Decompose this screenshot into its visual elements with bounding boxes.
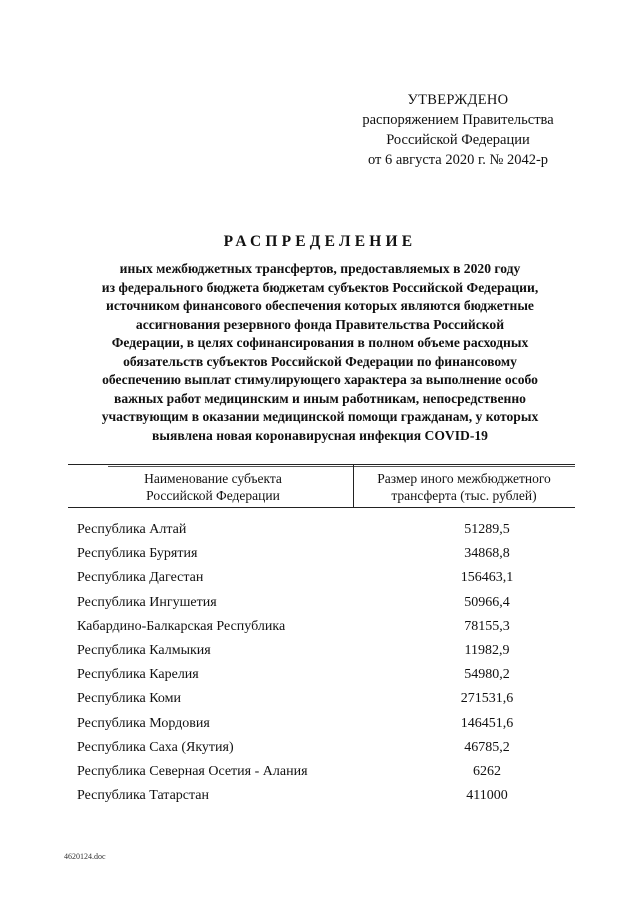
region-name: Республика Бурятия (77, 546, 198, 562)
table-row (77, 689, 567, 713)
table-top-rule-secondary (108, 466, 575, 467)
table-row (77, 544, 567, 568)
table-header-amount (358, 470, 570, 504)
table-row (77, 762, 567, 786)
subtitle-line: обязательств субъектов Российской Федерации по финансовому (123, 353, 517, 369)
subtitle-line: участвующим в оказании медицинской помощи гражданам, у которых (101, 409, 539, 424)
region-name: Республика Мордовия (77, 715, 210, 731)
file-name-footer: 4620124.doc (64, 852, 106, 861)
region-name: Республика Саха (Якутия) (77, 739, 234, 755)
approval-line: Российской Федерации (386, 132, 530, 148)
approval-block (338, 90, 578, 170)
subtitle-line: выявлена новая коронавирусная инфекция COVID-19 (152, 427, 488, 443)
table-column-divider (353, 465, 354, 507)
transfer-amount: 146451,6 (460, 715, 514, 731)
approval-date-number: от 6 августа 2020 г. № 2042-р (367, 152, 549, 168)
table-row (77, 714, 567, 738)
approval-line: распоряжением Правительства (362, 112, 554, 128)
table-body (77, 520, 567, 810)
region-name: Республика Северная Осетия - Алания (77, 763, 308, 779)
region-name: Республика Дагестан (77, 570, 204, 586)
transfer-amount: 50966,4 (464, 594, 510, 610)
header-text: трансферта (тыс. рублей) (391, 488, 537, 503)
transfer-amount: 34868,8 (464, 546, 510, 562)
region-name: Республика Коми (77, 691, 181, 707)
header-text: Российской Федерации (146, 488, 280, 503)
table-row (77, 641, 567, 665)
table-header-region (108, 470, 318, 504)
transfer-amount: 6262 (473, 763, 501, 779)
subtitle-line: источником финансового обеспечения которых являются бюджетные (106, 298, 534, 313)
region-name: Республика Татарстан (77, 788, 210, 804)
table-row (77, 617, 567, 641)
header-text: Размер иного межбюджетного (377, 471, 551, 486)
approval-heading: УТВЕРЖДЕНО (407, 92, 509, 108)
table-row (77, 593, 567, 617)
transfer-amount: 78155,3 (464, 618, 510, 634)
table-row (77, 786, 567, 810)
document-subtitle (62, 260, 578, 445)
subtitle-line: из федерального бюджета бюджетам субъектов Российской Федерации, (101, 279, 539, 295)
region-name: Республика Алтай (77, 522, 187, 537)
header-text: Наименование субъекта (144, 471, 282, 486)
transfer-amount: 411000 (466, 788, 508, 804)
transfer-amount: 271531,6 (460, 691, 514, 707)
table-row (77, 520, 567, 544)
region-name: Республика Ингушетия (77, 594, 217, 610)
document-title: РАСПРЕДЕЛЕНИЕ (223, 233, 417, 250)
table-row (77, 568, 567, 592)
region-name: Кабардино-Балкарская Республика (77, 618, 286, 634)
table-top-rule (68, 464, 575, 465)
subtitle-line: Федерации, в целях софинансирования в полном объеме расходных (111, 335, 529, 350)
region-name: Республика Карелия (77, 667, 199, 683)
transfer-amount: 156463,1 (460, 570, 514, 586)
table-row (77, 665, 567, 689)
transfer-amount: 11982,9 (464, 642, 510, 658)
subtitle-line: важных работ медицинским и иным работникам, непосредственно (114, 390, 526, 406)
region-name: Республика Калмыкия (77, 642, 211, 658)
transfer-amount: 46785,2 (464, 739, 510, 755)
table-row (77, 738, 567, 762)
transfer-amount: 51289,5 (464, 522, 510, 537)
table-header-bottom-rule (68, 507, 575, 508)
subtitle-line: иных межбюджетных трансфертов, предоставляемых в 2020 году (119, 261, 521, 276)
subtitle-line: ассигнования резервного фонда Правительства Российской (135, 316, 505, 332)
subtitle-line: обеспечению выплат стимулирующего характера за выполнение особо (102, 372, 538, 387)
transfer-amount: 54980,2 (464, 667, 510, 683)
